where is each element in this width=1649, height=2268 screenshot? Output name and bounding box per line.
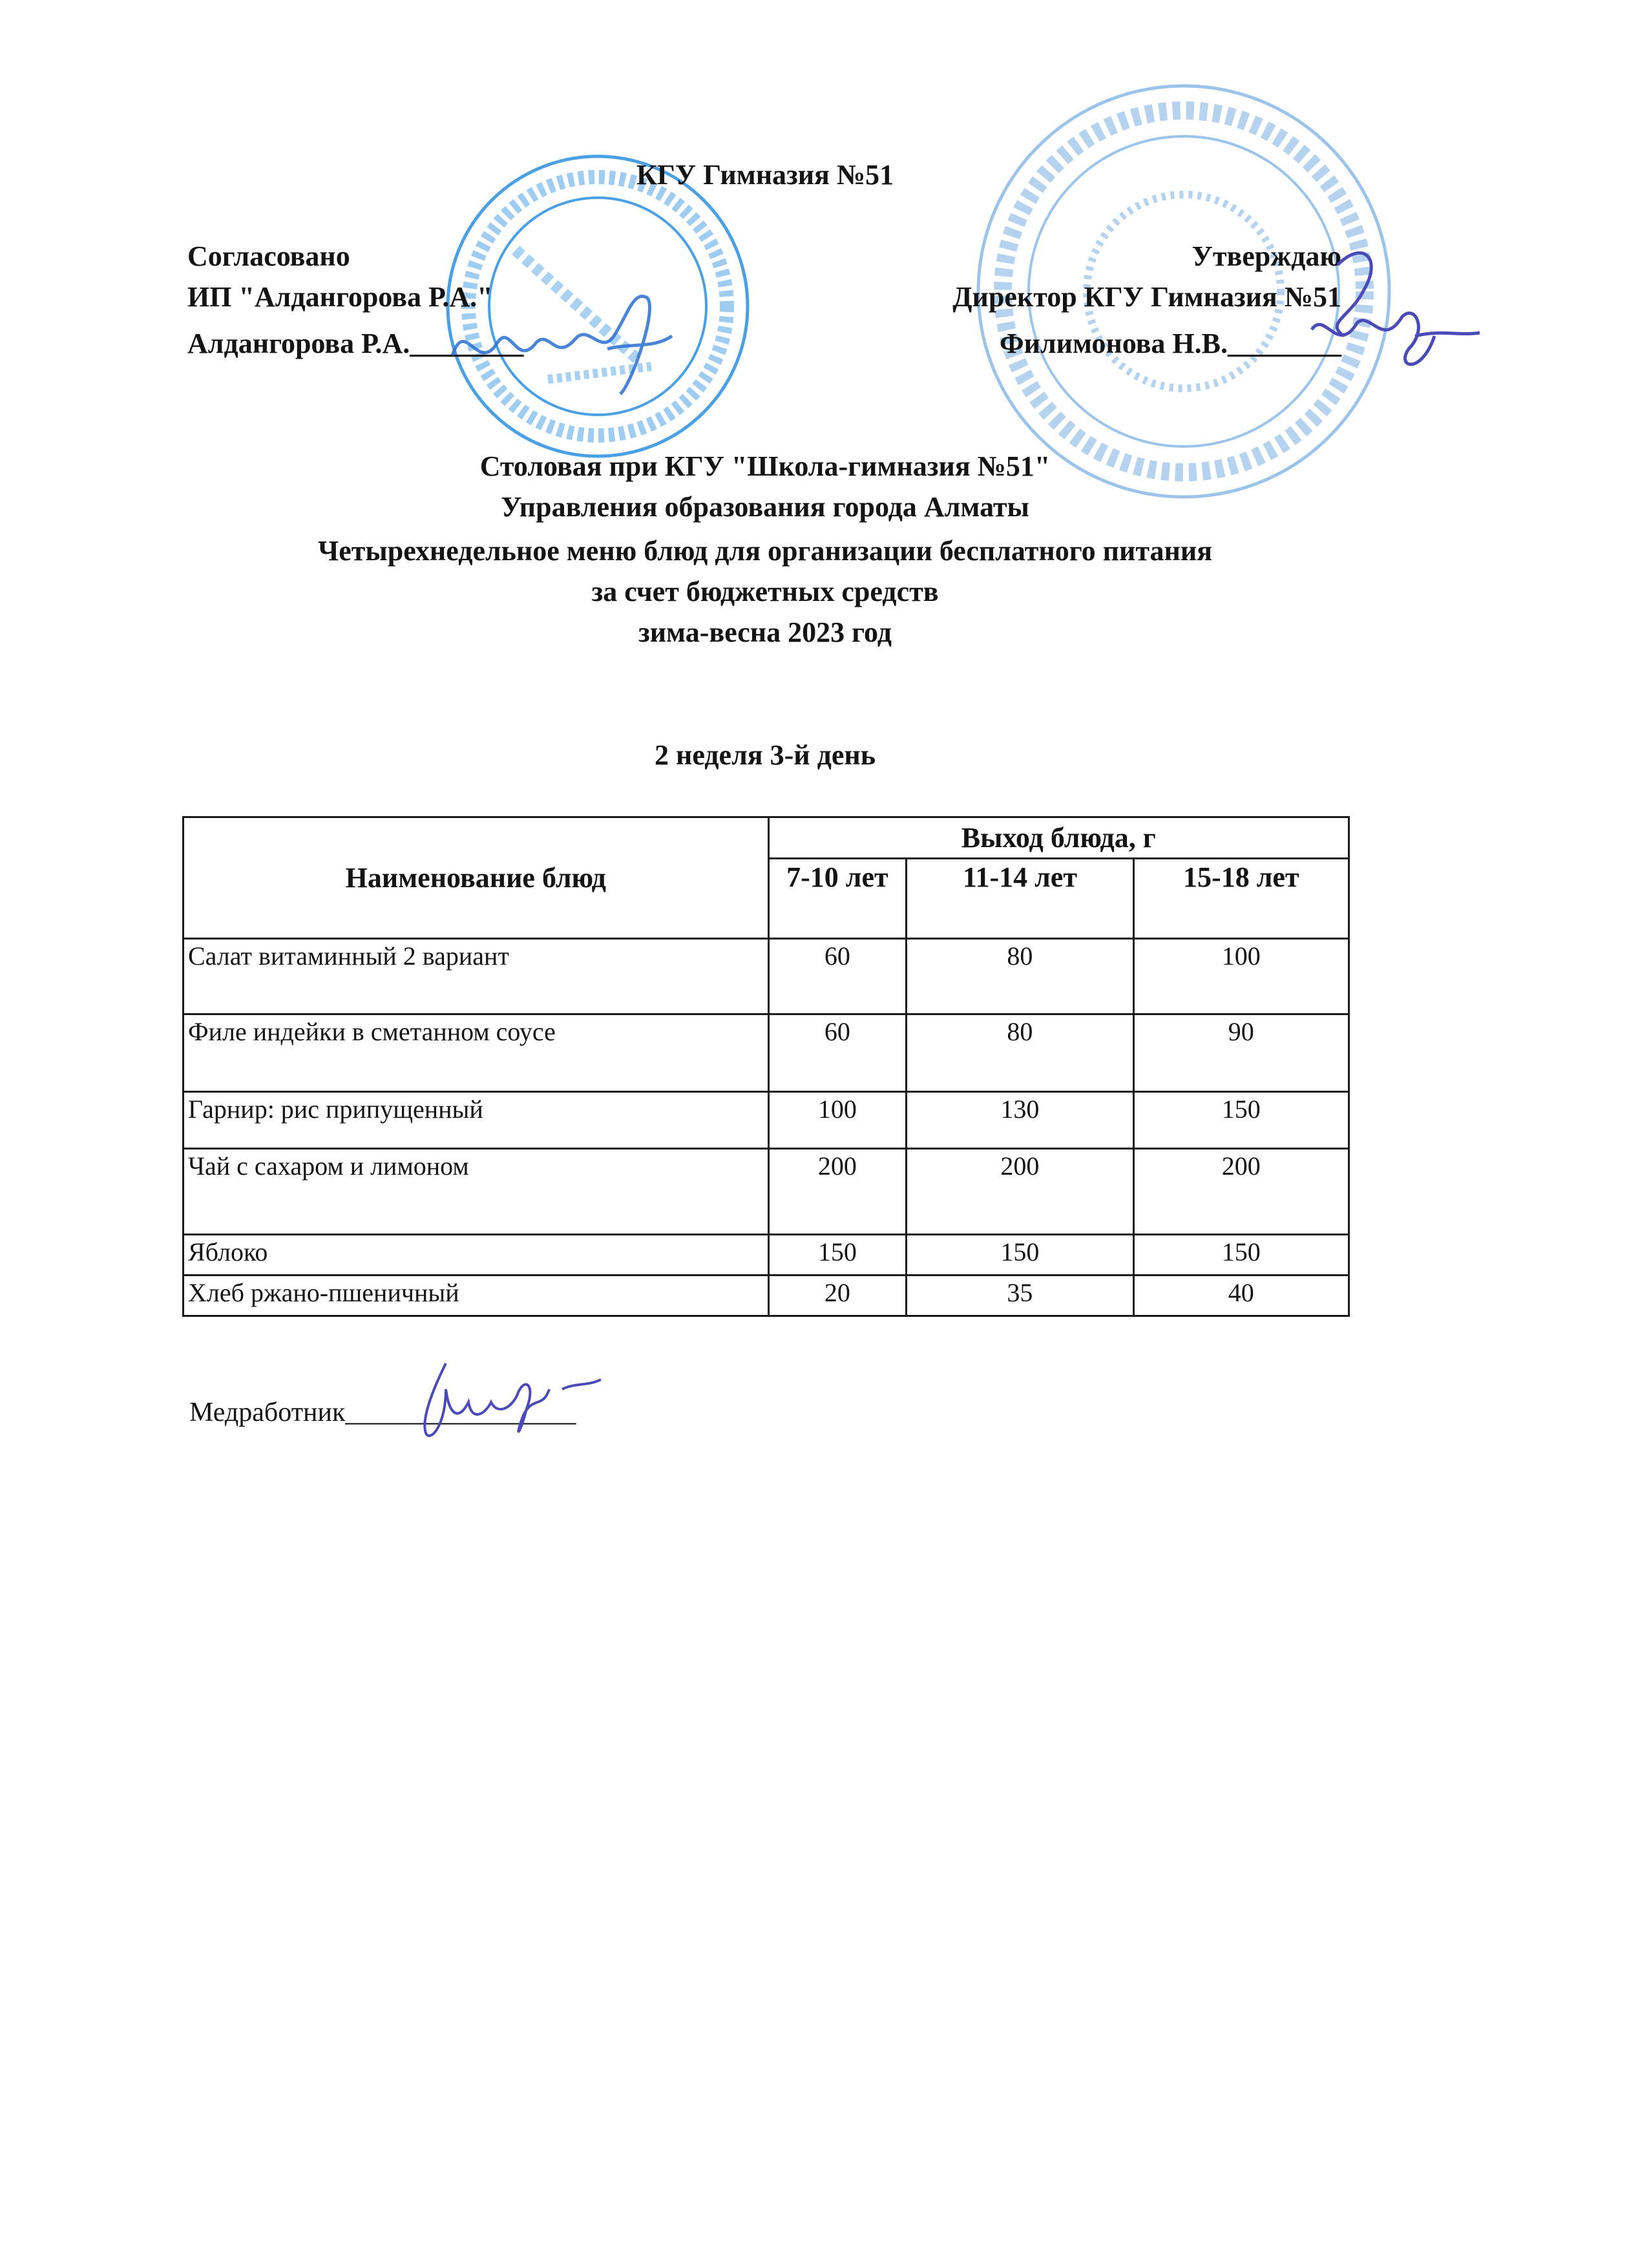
yield-11-14: 80 (907, 939, 1133, 1014)
day-label: 2 неделя 3-й день (655, 739, 876, 771)
table-row (184, 1149, 1349, 1235)
yield-11-14: 35 (907, 1276, 1133, 1316)
yield-15-18: 40 (1133, 1276, 1349, 1316)
dish-name: Филе индейки в сметанном соусе (184, 1014, 769, 1092)
dish-name: Хлеб ржано-пшеничный (184, 1276, 769, 1316)
yield-7-10: 60 (768, 1014, 907, 1092)
yield-11-14: 150 (907, 1235, 1133, 1276)
approval-right-org: Директор КГУ Гимназия №51 (952, 281, 1341, 313)
yield-7-10: 100 (768, 1092, 907, 1149)
yield-7-10: 60 (768, 939, 907, 1014)
signature-medic (407, 1350, 614, 1447)
dish-name: Гарнир: рис припущенный (184, 1092, 769, 1149)
yield-15-18: 150 (1133, 1092, 1349, 1149)
table-row (184, 939, 1349, 1014)
approval-right-label: Утверждаю (1192, 240, 1341, 272)
yield-7-10: 200 (768, 1149, 907, 1235)
yield-11-14: 200 (907, 1149, 1133, 1235)
signature-right (1286, 239, 1480, 394)
header-age-11-14: 11-14 лет (907, 859, 1133, 939)
document-title-line-3: Четырехнедельное меню блюд для организации бесплатного питания (317, 535, 1213, 567)
approval-left-signer: Алдангорова Р.А.________ (187, 328, 524, 359)
document-title-line-2: Управления образования города Алматы (501, 491, 1029, 523)
signature-left (439, 278, 685, 407)
header-age-7-10: 7-10 лет (768, 859, 907, 939)
org-title: КГУ Гимназия №51 (636, 159, 894, 191)
approval-left-label: Согласовано (187, 240, 350, 272)
yield-15-18: 200 (1133, 1149, 1349, 1235)
document-title-line-5: зима-весна 2023 год (638, 616, 892, 648)
document-title-line-4: за счет бюджетных средств (591, 576, 939, 607)
header-yield: Выход блюда, г (768, 817, 1349, 859)
yield-11-14: 80 (907, 1014, 1133, 1092)
dish-name: Салат витаминный 2 вариант (184, 939, 769, 1014)
yield-7-10: 150 (768, 1235, 907, 1276)
dish-name: Чай с сахаром и лимоном (184, 1149, 769, 1235)
medic-signature-line: Медработник_________________ (189, 1398, 576, 1427)
table-row (184, 1235, 1349, 1276)
header-dish-name: Наименование блюд (184, 817, 769, 939)
approval-left-org: ИП "Алдангорова Р.А." (187, 281, 493, 313)
menu-table (182, 816, 1350, 1317)
table-row (184, 1014, 1349, 1092)
approval-right-signer: Филимонова Н.В.________ (999, 328, 1341, 359)
dish-name: Яблоко (184, 1235, 769, 1276)
yield-15-18: 150 (1133, 1235, 1349, 1276)
header-age-15-18: 15-18 лет (1133, 859, 1349, 939)
yield-7-10: 20 (768, 1276, 907, 1316)
yield-15-18: 90 (1133, 1014, 1349, 1092)
yield-11-14: 130 (907, 1092, 1133, 1149)
table-row (184, 1276, 1349, 1316)
table-row (184, 1092, 1349, 1149)
document-title-line-1: Столовая при КГУ "Школа-гимназия №51" (479, 450, 1051, 482)
yield-15-18: 100 (1133, 939, 1349, 1014)
